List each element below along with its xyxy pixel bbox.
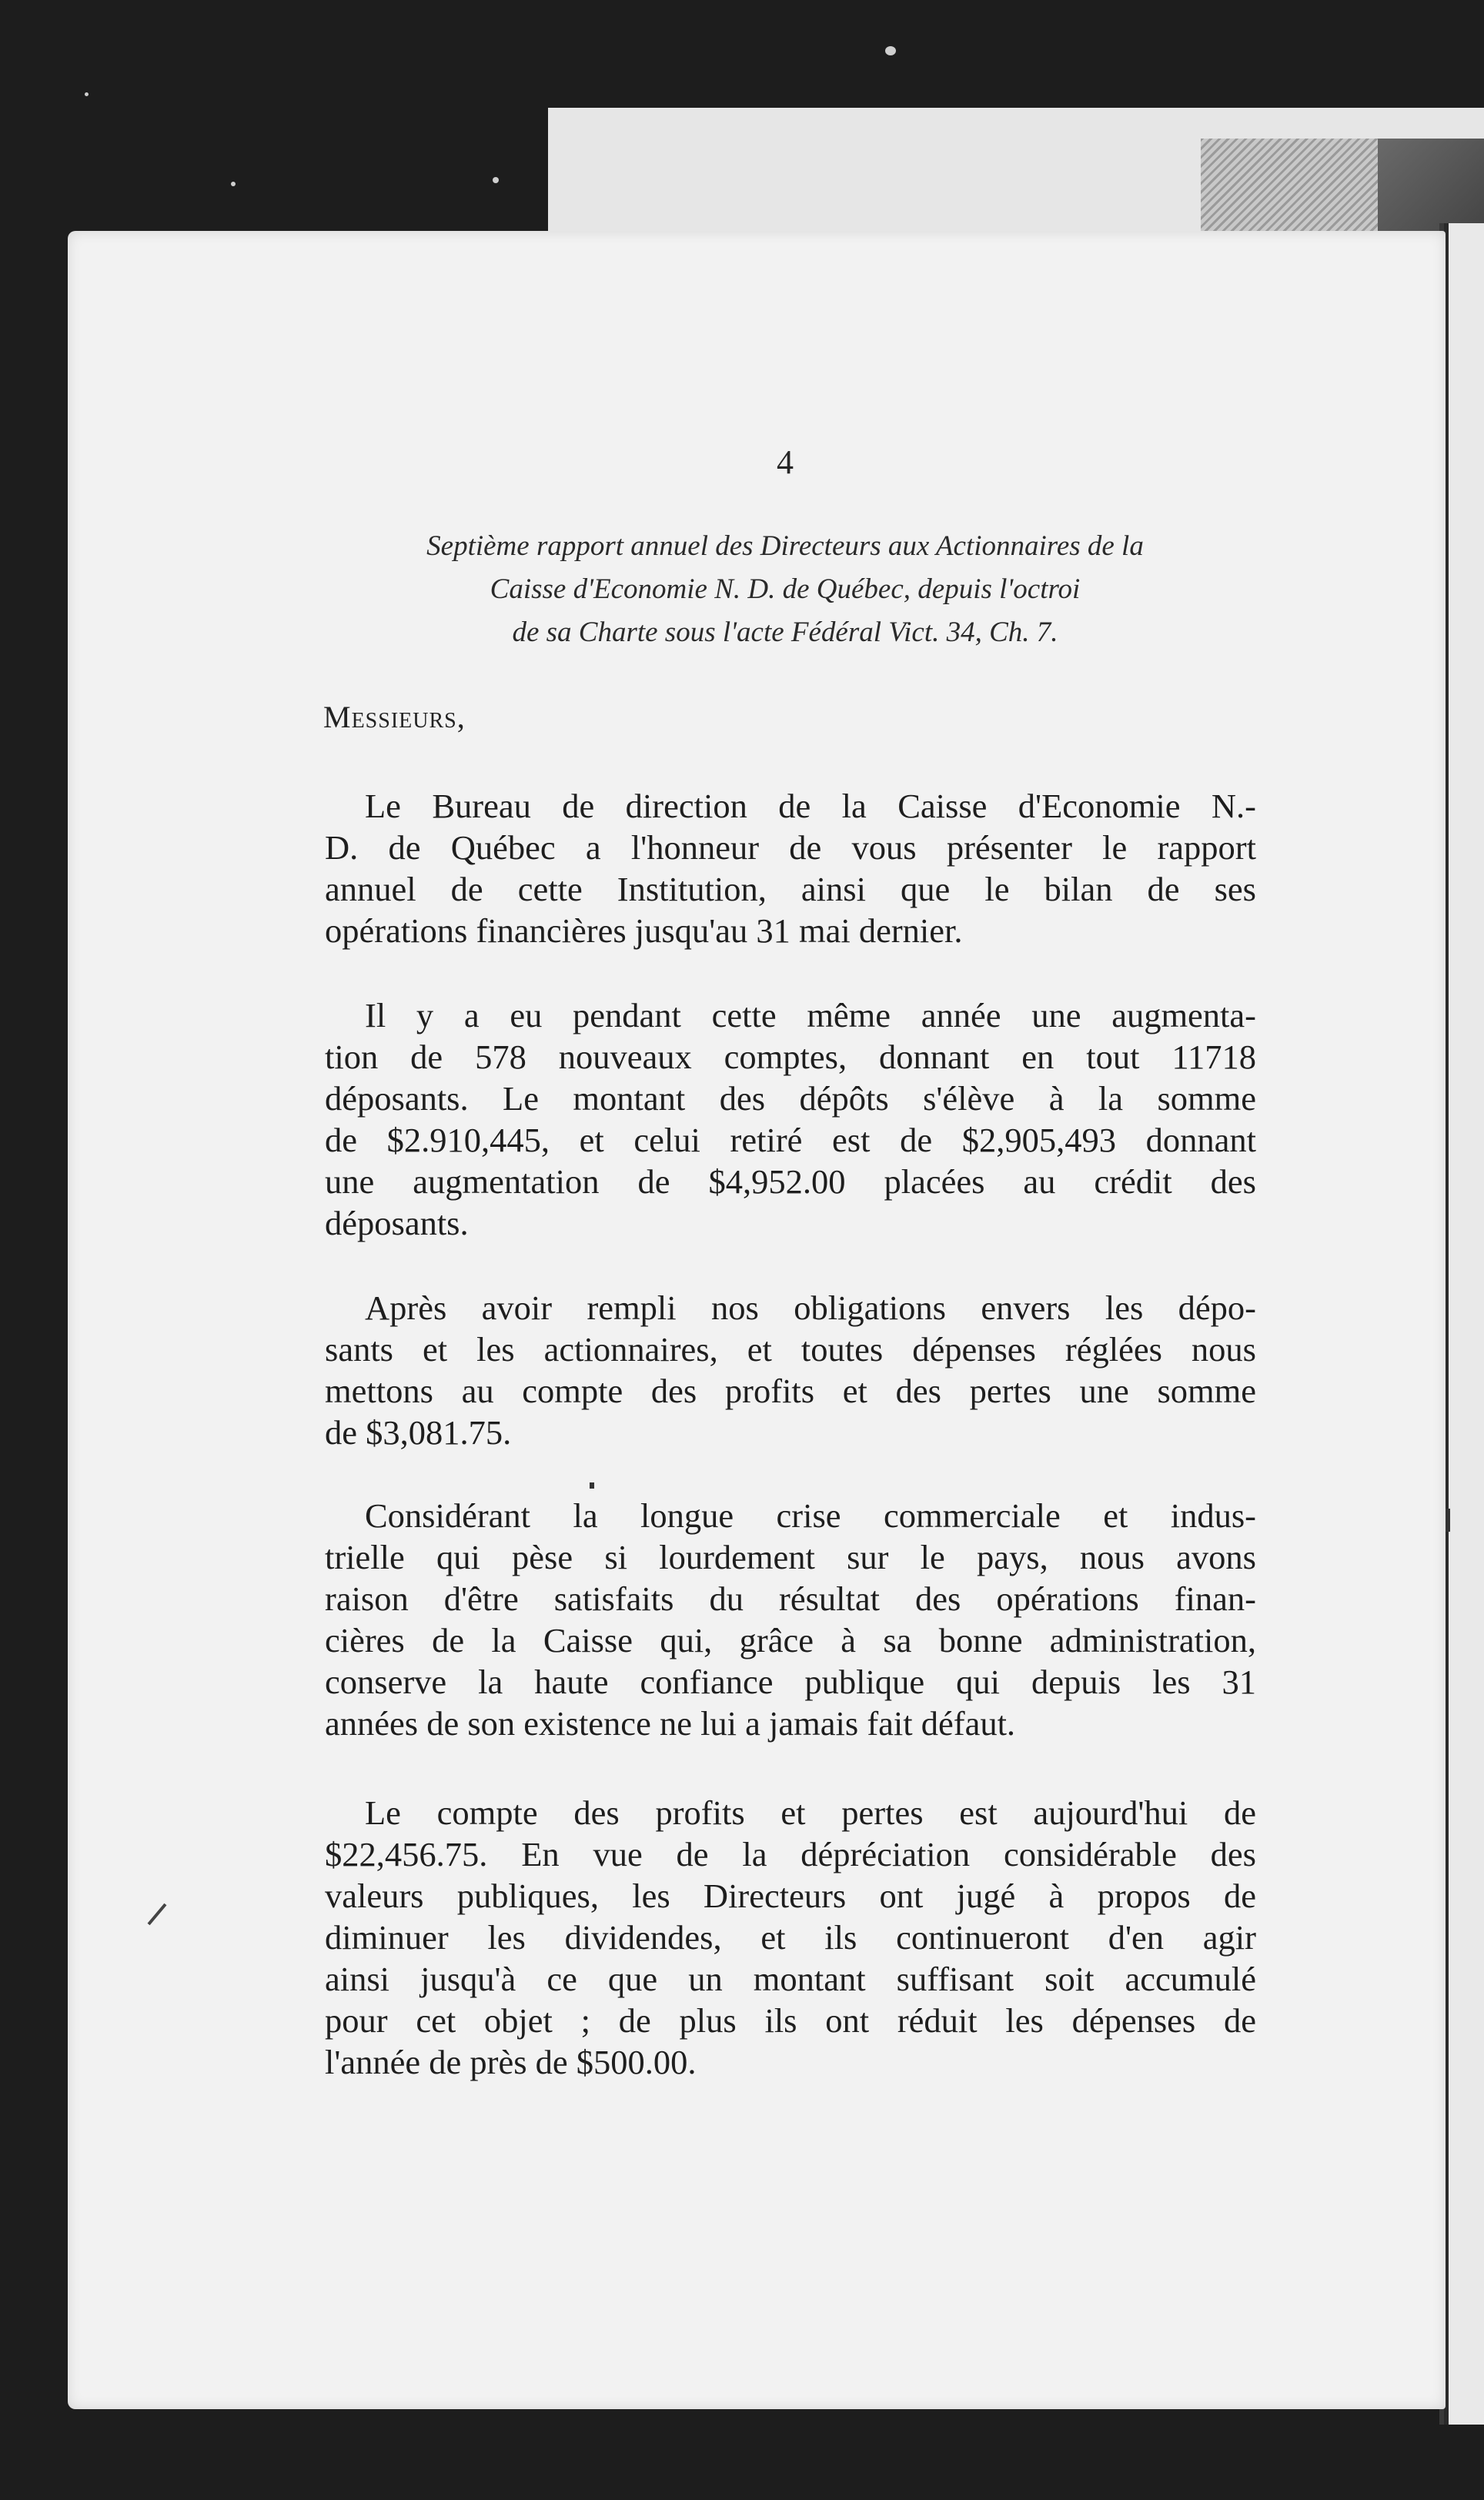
text-line: l'année de près de $500.00.: [325, 2043, 697, 2081]
text-line: sants et les actionnaires, et toutes dépenses réglées nous: [325, 1330, 1256, 1369]
paragraph-comptes: [325, 994, 1256, 1244]
heading-line: Caisse d'Economie N. D. de Québec, depuis l'octroi: [490, 573, 1081, 605]
text-line: annuel de cette Institution, ainsi que le bilan de ses: [325, 870, 1256, 908]
film-speck: [231, 182, 236, 186]
text-line: déposants. Le montant des dépôts s'élève à la somme: [325, 1079, 1256, 1118]
text-line: valeurs publiques, les Directeurs ont jugé à propos de: [325, 1877, 1256, 1915]
text-line: Il y a eu pendant cette même année une augmenta-: [365, 996, 1256, 1034]
heading-line: Septième rapport annuel des Directeurs aux Actionnaires de la: [426, 530, 1144, 562]
text-line: années de son existence ne lui a jamais fait défaut.: [325, 1704, 1016, 1743]
paragraph-crise: [325, 1495, 1256, 1744]
text-line: diminuer les dividendes, et ils continueront d'en agir: [325, 1918, 1256, 1957]
text-line: D. de Québec a l'honneur de vous présenter le rapport: [325, 828, 1256, 867]
text-line: ainsi jusqu'à ce que un montant suffisant soit accumulé: [325, 1960, 1256, 1998]
film-speck: [85, 92, 89, 96]
text-line: mettons au compte des profits et des pertes une somme: [325, 1372, 1256, 1410]
text-line: Après avoir rempli nos obligations envers les dépo-: [365, 1288, 1256, 1327]
text-line: trielle qui pèse si lourdement sur le pays, nous avons: [325, 1538, 1256, 1576]
film-speck: [493, 177, 499, 183]
paragraph-bureau: [325, 785, 1256, 951]
text-line: $22,456.75. En vue de la dépréciation considérable des: [325, 1835, 1256, 1873]
text-line: une augmentation de $4,952.00 placées au crédit des: [325, 1162, 1256, 1201]
text-line: Le Bureau de direction de la Caisse d'Economie N.-: [365, 787, 1256, 825]
salutation: Messieurs,: [323, 700, 466, 734]
text-line: raison d'être satisfaits du résultat des opérations finan-: [325, 1579, 1256, 1618]
edge-mark: [1446, 1509, 1450, 1532]
text-line: pour cet objet ; de plus ils ont réduit les dépenses de: [325, 2001, 1256, 2040]
text-line: Considérant la longue crise commerciale et indus-: [365, 1496, 1256, 1535]
paragraph-obligations: [325, 1287, 1256, 1453]
text-line: de $2.910,445, et celui retiré est de $2,905,493 donnant: [325, 1121, 1256, 1159]
facing-page-edge: [1444, 223, 1484, 2425]
page-number: 4: [777, 443, 794, 481]
ink-mark: [590, 1482, 594, 1489]
text-line: déposants.: [325, 1204, 469, 1242]
text-line: de $3,081.75.: [325, 1413, 512, 1452]
film-speck: [885, 46, 896, 55]
heading-line: de sa Charte sous l'acte Fédéral Vict. 34, Ch. 7.: [512, 617, 1058, 648]
paragraph-profits: [325, 1792, 1256, 2083]
text-line: tion de 578 nouveaux comptes, donnant en tout 11718: [325, 1038, 1256, 1076]
text-line: Le compte des profits et pertes est aujourd'hui de: [365, 1793, 1256, 1832]
report-heading: [331, 525, 1239, 654]
text-line: conserve la haute confiance publique qui depuis les 31: [325, 1663, 1256, 1701]
text-line: cières de la Caisse qui, grâce à sa bonne administration,: [325, 1621, 1256, 1659]
text-line: opérations financières jusqu'au 31 mai dernier.: [325, 911, 963, 950]
